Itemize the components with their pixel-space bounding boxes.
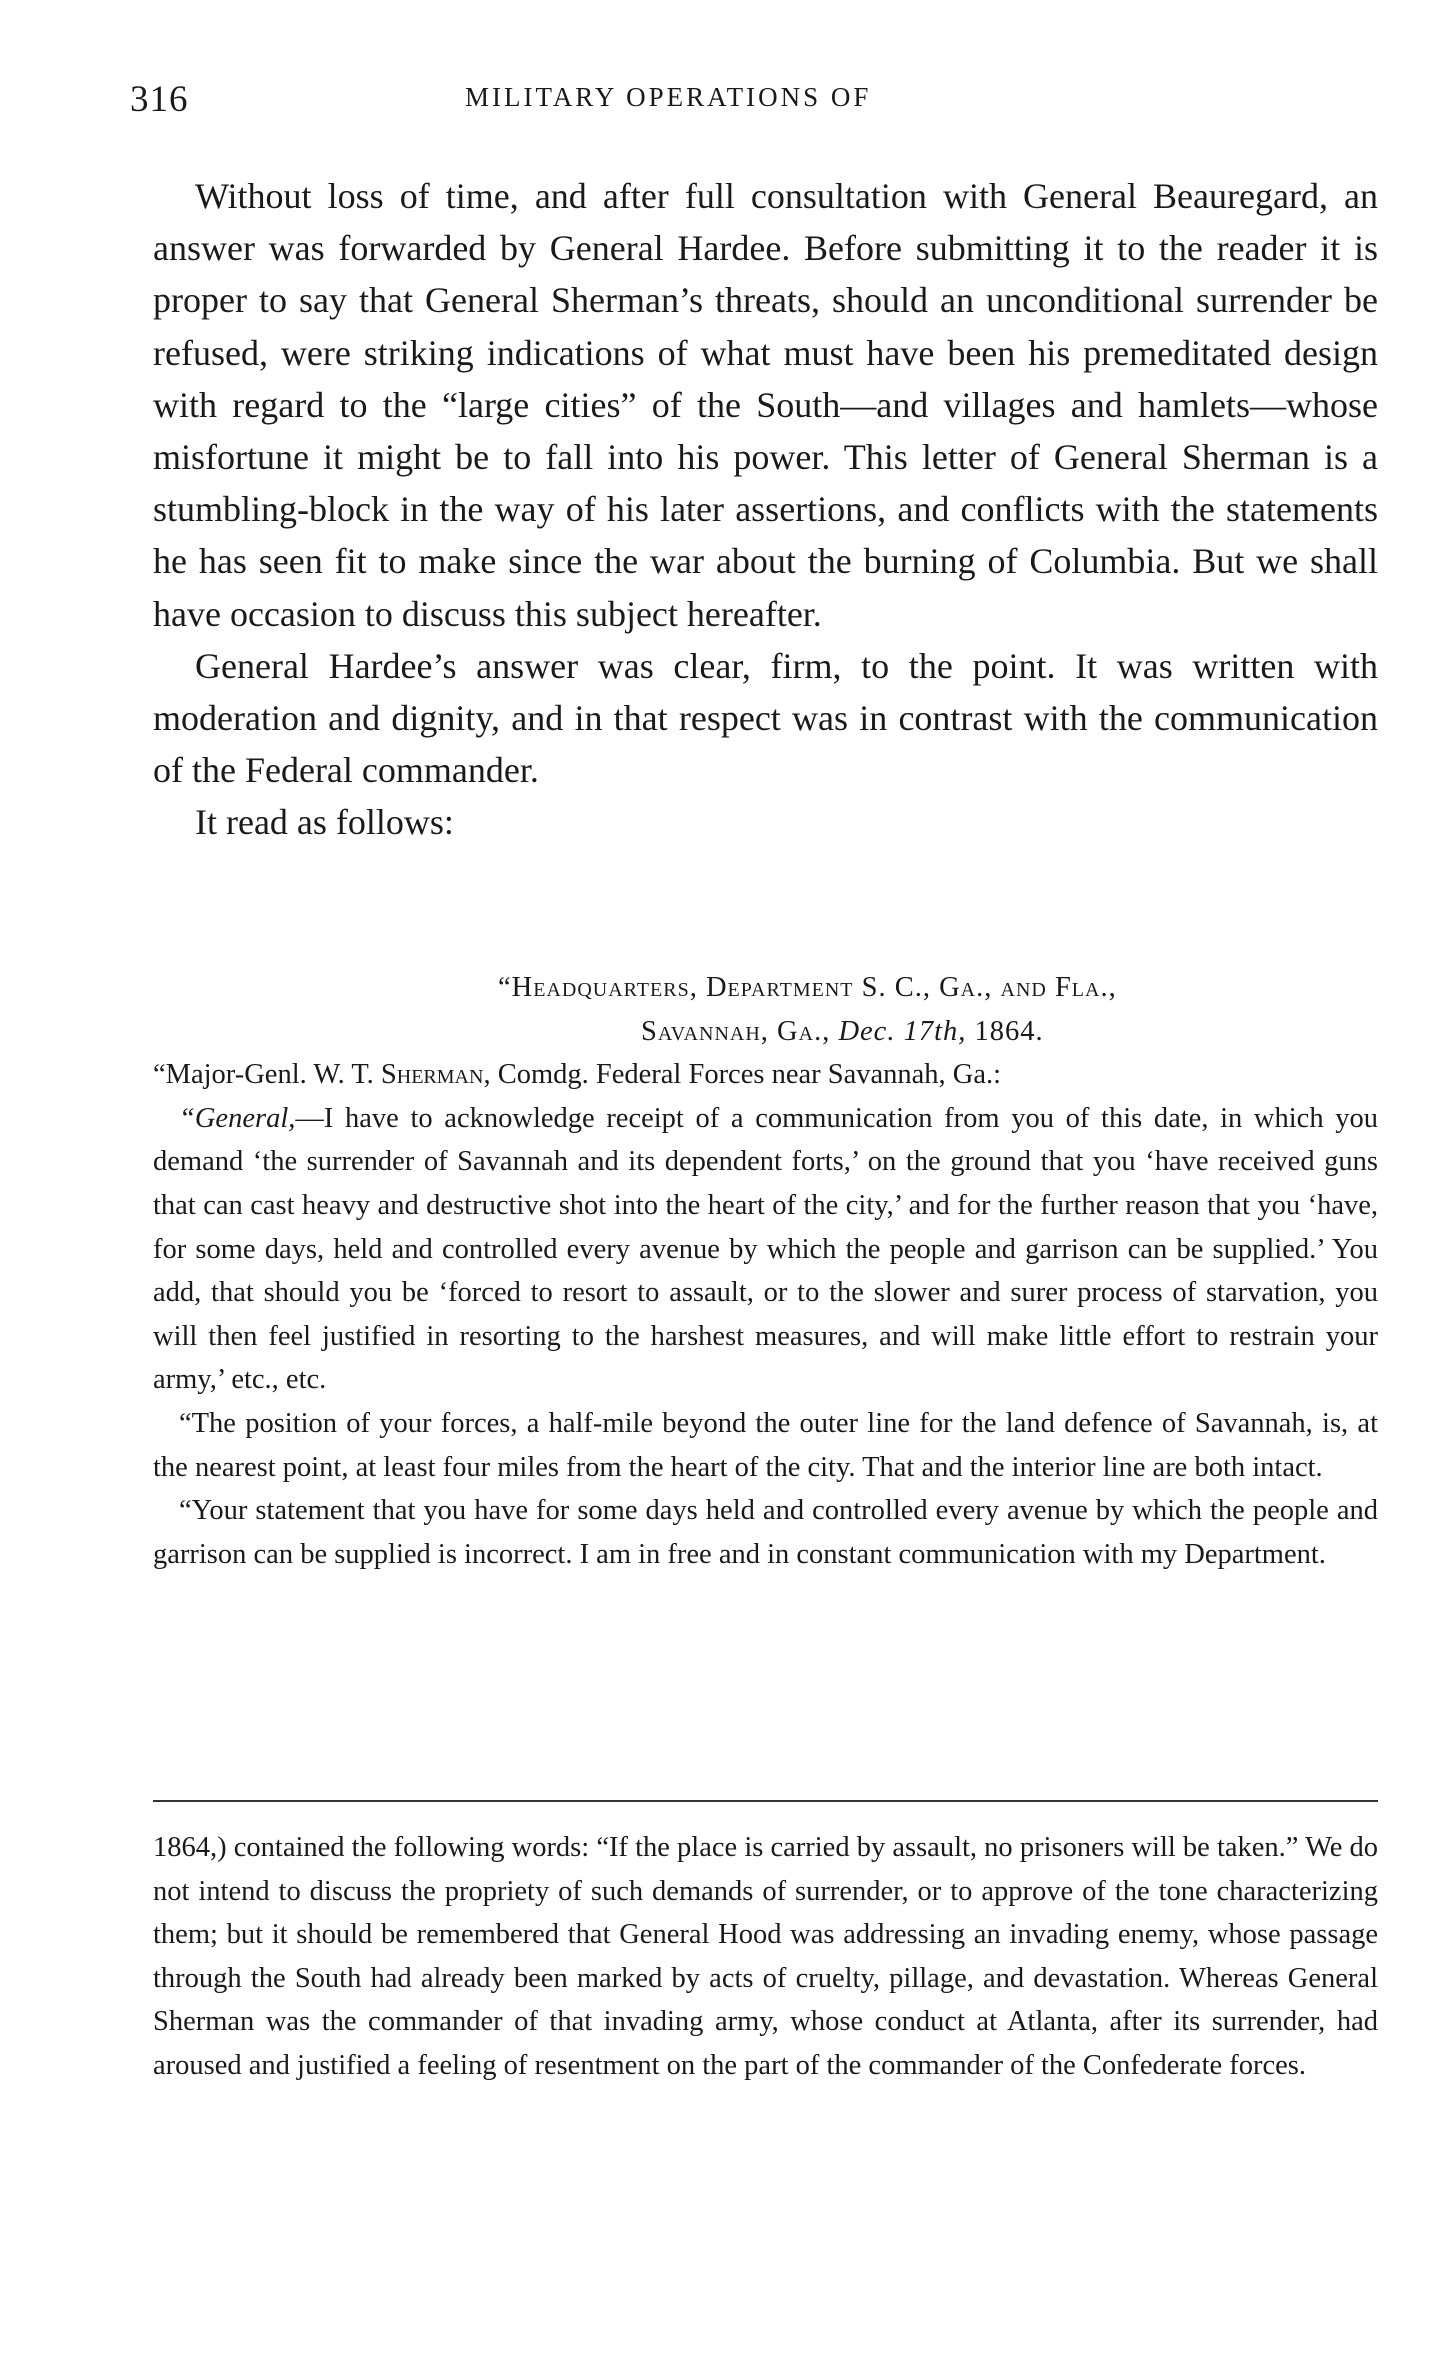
letter-paragraph [153,1097,1378,1402]
address-name: Sherman, [380,1059,491,1091]
address-prefix: “Major-Genl. W. T. [153,1059,374,1091]
running-head [130,78,1390,128]
footnote-text: 1864,) contained the following words: “If the place is carried by assault, no prisoners will be taken.” We do not intend to discuss the propriety of such demands of surrender, or to approve of the tone characterizing them; but it should be remembered that General Hood was addressing an invading enemy, whose passage through the South had already been marked by acts of cruelty, pillage, and devastation. Whereas General Sherman was the commander of that invading army, whose conduct at Atlanta, after its surrender, had aroused and justified a feeling of resentment on the part of the commander of the Confederate forces. [153,1832,1378,2081]
letter-year: 1864. [974,1015,1044,1047]
letter-salutation: “General, [179,1102,296,1134]
footnote [153,1826,1378,2088]
body-paragraph: Without loss of time, and after full consultation with General Beauregard, an answer was forwarded by General Hardee. Before submitting it to the reader it is proper to say that General Sherman’s threats, should an unconditional surrender be refused, were striking indications of what must have been his premeditated design with regard to the “large cities” of the South—and villages and hamlets—whose misfortune it might be to fall into his power. This letter of General Sherman is a stumbling-block in the way of his later assertions, and conflicts with the statements he has seen fit to make since the war about the burning of Columbia. But we shall have occasion to discuss this subject hereafter. [153,176,1378,634]
address-suffix: Comdg. Federal Forces near Savannah, Ga.: [497,1059,1002,1091]
letter-paragraph: “The position of your forces, a half-mile beyond the outer line for the land defence of Savannah, is, at the nearest point, at least four miles from the heart of the city. That and the interior line are both intact. [153,1407,1378,1483]
letter-address [153,1053,1378,1097]
quoted-letter [153,966,1378,1576]
letter-heading: “Headquarters, Department S. C., Ga., and Fla., [498,972,1117,1003]
letter-date: Dec. 17th, [838,1015,967,1047]
body-paragraph: It read as follows: [195,802,454,843]
running-title: MILITARY OPERATIONS OF [465,82,872,112]
body-paragraph: General Hardee’s answer was clear, firm, to the point. It was written with moderation and dignity, and in that respect was in contrast with the communication of the Federal commander. [153,645,1378,791]
letter-place-date [153,1010,1378,1054]
letter-place: Savannah, Ga., [641,1015,831,1047]
page-number: 316 [130,79,189,120]
letter-paragraph: “Your statement that you have for some days held and controlled every avenue by which the people and garrison can be supplied is incorrect. I am in free and in constant communication with my Department. [153,1495,1378,1570]
letter-paragraph-text: —I have to acknowledge receipt of a communication from you of this date, in which you demand ‘the surrender of Savannah and its dependent forts,’ on the ground that you ‘have received guns that can cast heavy and destructive shot into the heart of the city,’ and for the further reason that you ‘have, for some days, held and controlled every avenue by which the people and garrison can be supplied.’ You add, that should you be ‘forced to resort to assault, or to the slower and surer process of starvation, you will then feel justified in resorting to the harshest measures, and will make little effort to restrain your army,’ etc., etc. [153,1102,1378,1396]
main-text [153,170,1378,849]
footnote-divider [153,1800,1378,1802]
